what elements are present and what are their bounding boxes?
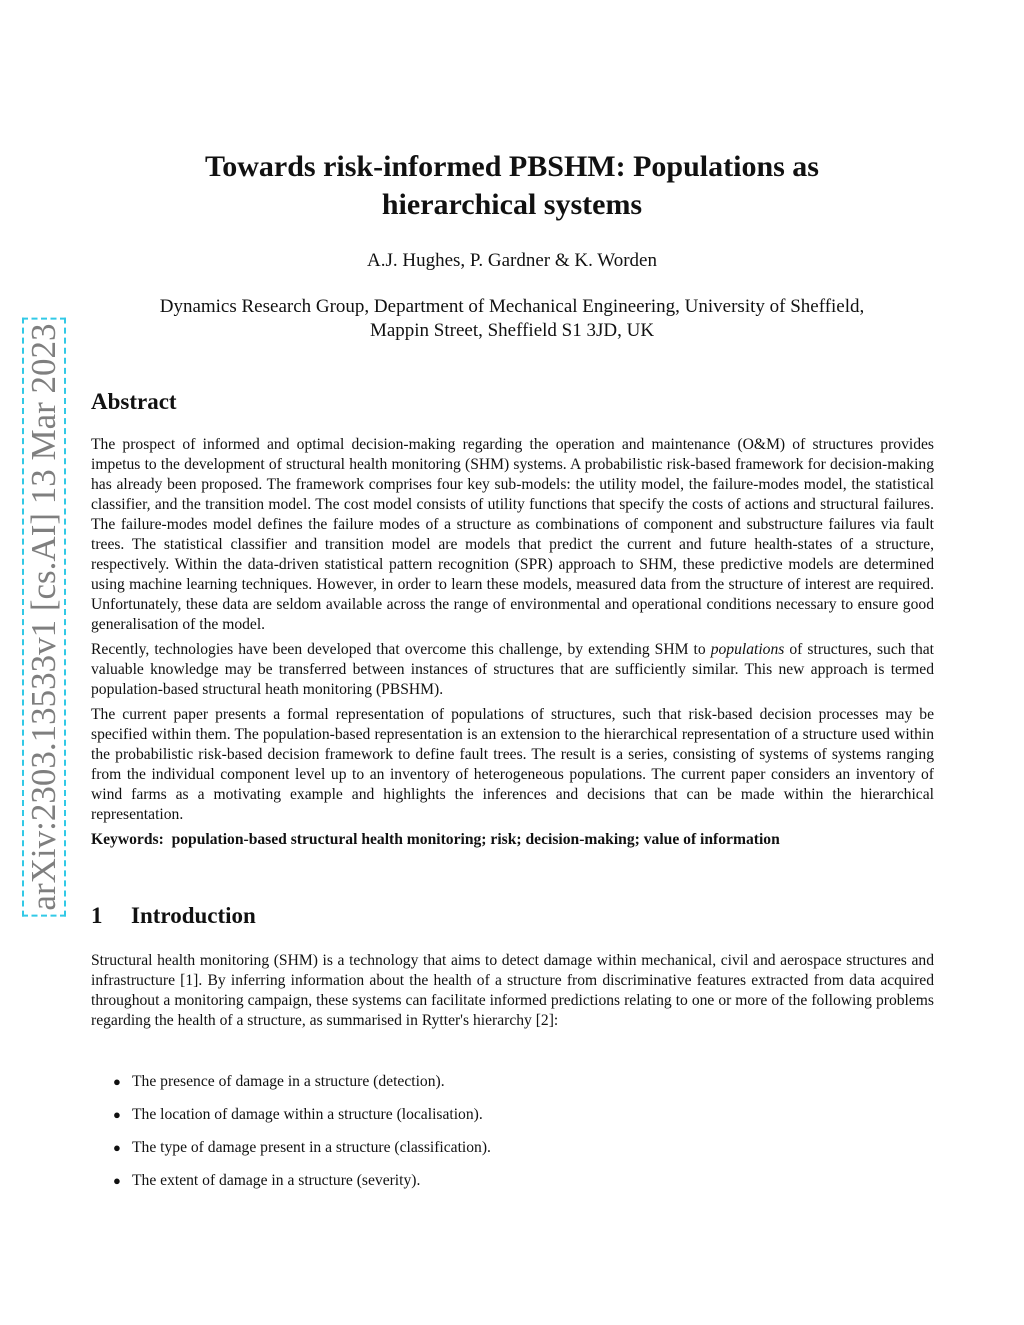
section-title: Introduction: [131, 903, 256, 928]
introduction-body: [91, 951, 934, 1031]
abstract-heading: Abstract: [91, 389, 177, 414]
list-item: [113, 1072, 491, 1105]
abstract-p2-end: of structures, such that valuable knowledge may be transferred between instances of structures that are sufficiently similar. This new approach is termed population-based structural heath monitoring (PBSHM).: [91, 641, 934, 698]
keywords-label: Keywords:: [91, 831, 164, 848]
list-item-text: The type of damage present in a structure (classification).: [132, 1139, 491, 1156]
keywords-line: [91, 830, 934, 850]
bullet-icon: ●: [113, 1140, 121, 1155]
author-list: A.J. Hughes, P. Gardner & K. Worden: [367, 250, 657, 271]
section-heading-introduction: [91, 902, 256, 930]
bullet-icon: ●: [113, 1074, 121, 1089]
affiliation-line-1: Dynamics Research Group, Department of Mechanical Engineering, University of Sheffield,: [159, 296, 865, 317]
abstract-paragraph-1: The prospect of informed and optimal decision-making regarding the operation and maintenance (O&M) of structures provides impetus to the development of structural health monitoring (SHM) systems. A probabilistic risk-based framework for decision-making has already been proposed. The framework comprises four key sub-models: the utility model, the failure-modes model, the statistical classifier, and the transition model. The cost model consists of utility functions that specify the costs of actions and structural failures. The failure-modes model defines the failure modes of a structure as combinations of component and substructure failures via fault trees. The statistical classifier and transition model are models that predict the current and future health-states of a structure, respectively. Within the data-driven statistical pattern recognition (SPR) approach to SHM, these predictive models are determined using machine learning techniques. However, in order to learn these models, measured data from the structure of interest are required. Unfortunately, these data are seldom available across the range of environmental and operational conditions necessary to ensure good generalisation of the model.: [91, 436, 934, 633]
introduction-paragraph: Structural health monitoring (SHM) is a technology that aims to detect damage within mechanical, civil and aerospace structures and infrastructure [1]. By inferring information about the health of a structure from discriminative features extracted from data acquired throughout a monitoring campaign, these systems can facilitate informed predictions relating to one or more of the following problems regarding the health of a structure, as summarised in Rytter's hierarchy [2]:: [91, 952, 934, 1029]
bullet-icon: ●: [113, 1173, 121, 1188]
list-item-text: The extent of damage in a structure (severity).: [132, 1172, 421, 1189]
paper-title: [140, 148, 884, 224]
affiliation: [100, 295, 924, 343]
abstract-p2-start: Recently, technologies have been developed that overcome this challenge, by extending SHM to: [91, 641, 711, 658]
title-line-2: hierarchical systems: [381, 188, 643, 221]
populations-emphasis: populations: [710, 641, 785, 658]
bullet-icon: ●: [113, 1107, 121, 1122]
list-item: [113, 1105, 491, 1138]
list-item-text: The presence of damage in a structure (detection).: [132, 1073, 445, 1090]
rytter-hierarchy-list: [113, 1072, 491, 1204]
list-item: [113, 1138, 491, 1171]
title-line-1: Towards risk-informed PBSHM: Populations as: [205, 150, 819, 183]
affiliation-line-2: Mappin Street, Sheffield S1 3JD, UK: [369, 320, 655, 341]
list-item: [113, 1171, 491, 1204]
abstract-paragraph-2: [91, 640, 934, 700]
arxiv-identifier-stamp: arXiv:2303.13533v1 [cs.AI] 13 Mar 2023: [22, 317, 66, 916]
section-number: 1: [91, 903, 103, 928]
keywords-list: population-based structural health monitoring; risk; decision-making; value of information: [171, 831, 780, 848]
abstract-body: [91, 435, 934, 855]
list-item-text: The location of damage within a structure (localisation).: [132, 1106, 483, 1123]
abstract-paragraph-3: The current paper presents a formal representation of populations of structures, such that risk-based decision processes may be specified within them. The population-based representation is an extension to the hierarchical representation of a structure used within the probabilistic risk-based decision framework to define fault trees. The result is a series, consisting of systems of systems ranging from the individual component level up to an inventory of heterogeneous populations. The current paper considers an inventory of wind farms as a motivating example and highlights the inferences and decisions that can be made within the hierarchical representation.: [91, 706, 934, 823]
